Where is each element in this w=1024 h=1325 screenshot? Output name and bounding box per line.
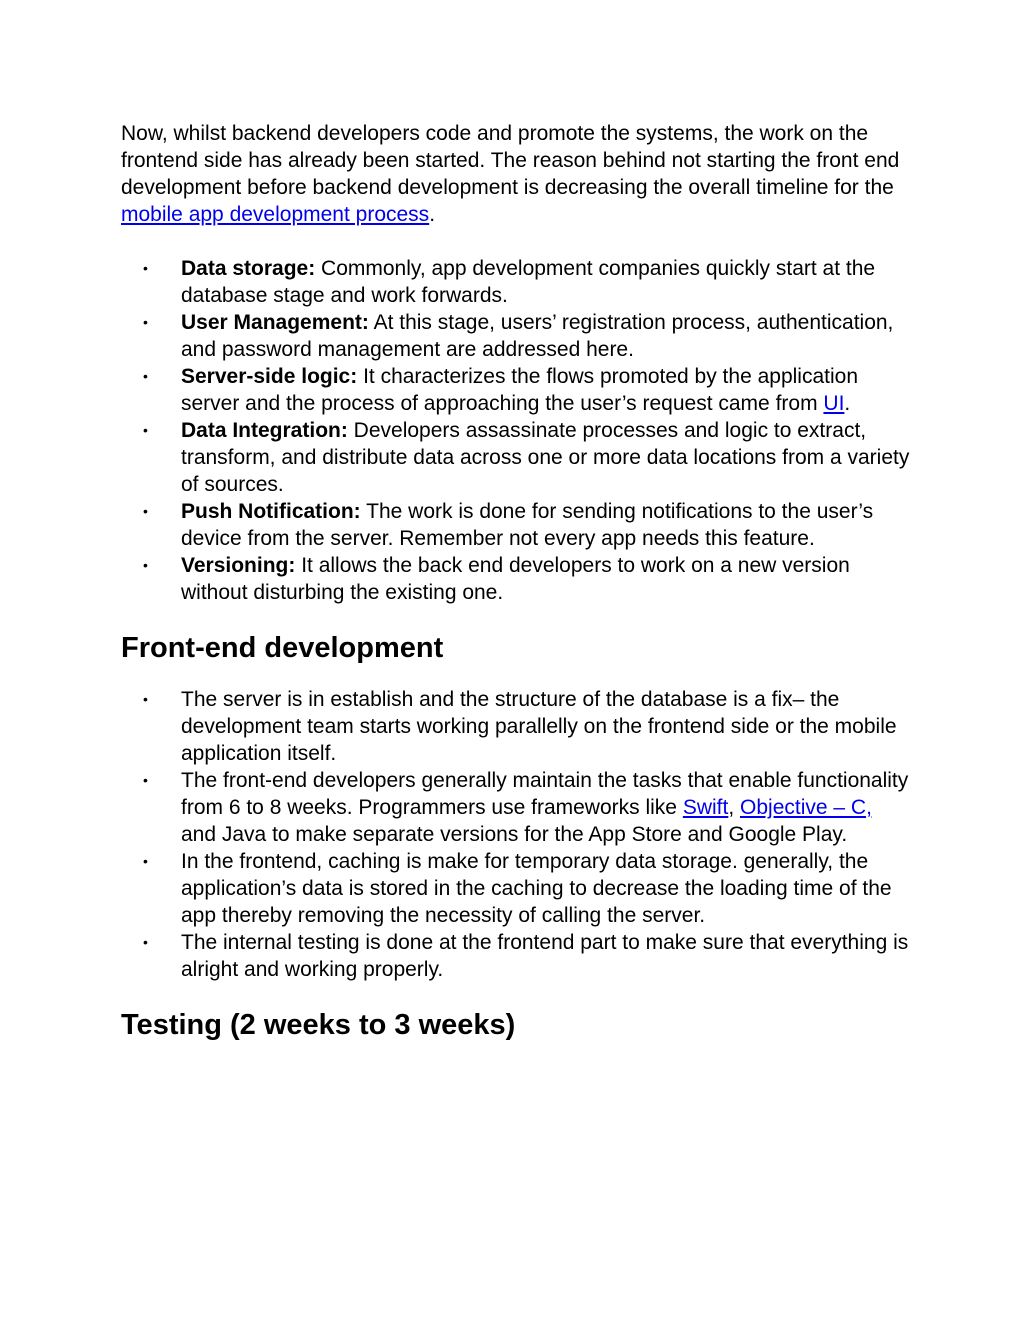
- list-item-text: The front-end developers generally maintain the tasks that enable functionality from 6 to 8 weeks. Programmers use frameworks like: [181, 769, 909, 819]
- list-item-term: Versioning:: [181, 554, 296, 577]
- list-item-term: Data storage:: [181, 257, 316, 280]
- list-item-end: .: [844, 392, 851, 415]
- document-content: [121, 120, 911, 1043]
- bullet-icon: •: [143, 772, 148, 788]
- list-item: [121, 255, 911, 309]
- list-item-separator: ,: [728, 796, 741, 819]
- front-end-development-heading: Front-end development: [121, 632, 444, 664]
- list-item-text: The server is in establish and the structure of the database is a fix– the development team starts working parallelly on the frontend side or the mobile application itself.: [181, 688, 897, 765]
- list-item: [121, 767, 911, 848]
- bullet-icon: •: [143, 422, 148, 438]
- list-item: [121, 498, 911, 552]
- list-item-text: Developers assassinate processes and logic to extract, transform, and distribute data across one or more data locations from a variety of sources.: [181, 419, 910, 496]
- frontend-tasks-list: [121, 686, 911, 983]
- bullet-icon: •: [143, 691, 148, 707]
- mobile-app-development-process-link[interactable]: mobile app development process: [121, 203, 430, 226]
- bullet-icon: •: [143, 934, 148, 950]
- testing-heading: Testing (2 weeks to 3 weeks): [121, 1009, 516, 1041]
- list-item-text: In the frontend, caching is make for temporary data storage. generally, the application’s data is stored in the caching to decrease the loading time of the app thereby removing the necessity of calling the server.: [181, 850, 892, 927]
- bullet-icon: •: [143, 368, 148, 384]
- list-item: [121, 309, 911, 363]
- list-item-term: Server-side logic:: [181, 365, 358, 388]
- list-item-text: It characterizes the flows promoted by the application server and the process of approaching the user’s request came from: [181, 365, 858, 415]
- list-item-text: It allows the back end developers to work on a new version without disturbing the existing one.: [181, 554, 850, 604]
- bullet-icon: •: [143, 260, 148, 276]
- list-item-text: The work is done for sending notifications to the user’s device from the server. Remember not every app needs this feature.: [181, 500, 874, 550]
- list-item: [121, 686, 911, 767]
- list-item: [121, 929, 911, 983]
- list-item: [121, 363, 911, 417]
- list-item-term: Push Notification:: [181, 500, 361, 523]
- list-item-text: At this stage, users’ registration process, authentication, and password management are addressed here.: [181, 311, 894, 361]
- bullet-icon: •: [143, 853, 148, 869]
- list-item: [121, 552, 911, 606]
- list-item-text-continued: and Java to make separate versions for the App Store and Google Play.: [181, 823, 848, 846]
- bullet-icon: •: [143, 314, 148, 330]
- list-item: [121, 417, 911, 498]
- bullet-icon: •: [143, 557, 148, 573]
- list-item-term: Data Integration:: [181, 419, 348, 442]
- swift-link[interactable]: Swift: [682, 796, 729, 819]
- intro-paragraph: [121, 120, 911, 228]
- objective-c-link[interactable]: Objective – C,: [740, 796, 872, 819]
- list-item-term: User Management:: [181, 311, 369, 334]
- intro-end: .: [429, 203, 436, 226]
- list-item: [121, 848, 911, 929]
- list-item-text: Commonly, app development companies quickly start at the database stage and work forwards.: [181, 257, 876, 307]
- backend-tasks-list: [121, 255, 911, 606]
- intro-text: Now, whilst backend developers code and promote the systems, the work on the frontend side has already been started. The reason behind not starting the front end development before backend development is decreasing the overall timeline for the: [121, 122, 900, 199]
- bullet-icon: •: [143, 503, 148, 519]
- ui-link[interactable]: UI: [823, 392, 845, 415]
- list-item-text: The internal testing is done at the frontend part to make sure that everything is alright and working properly.: [181, 931, 909, 981]
